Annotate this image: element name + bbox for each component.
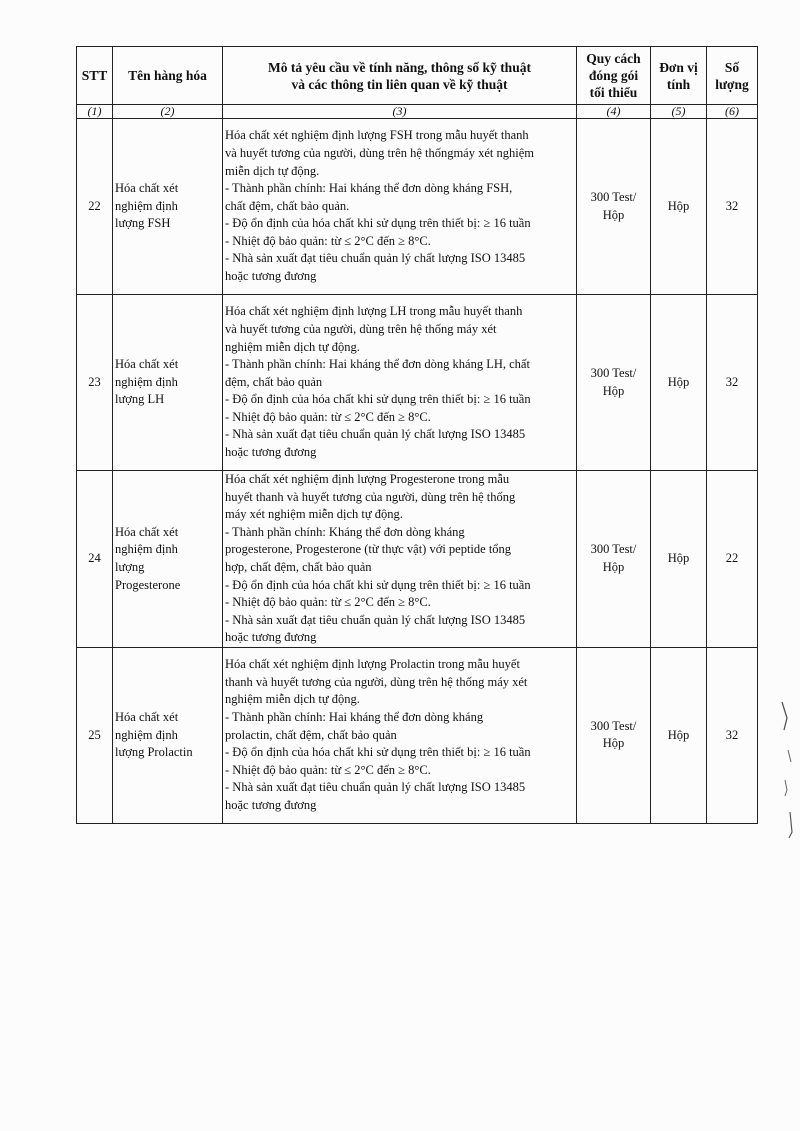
row-stt: 25 [77, 647, 113, 823]
description-line: - Thành phần chính: Hai kháng thể đơn dòng kháng FSH, [225, 181, 513, 196]
header-unit-line: Đơn vị [659, 59, 698, 75]
description-line: - Nhiệt độ bảo quản: từ ≤ 2°C đến ≥ 8°C. [225, 233, 431, 248]
column-number: (3) [223, 105, 577, 119]
description-line: - Nhiệt độ bảo quản: từ ≤ 2°C đến ≥ 8°C. [225, 595, 431, 610]
description-line: miễn dịch tự động. [225, 163, 320, 178]
packing-line: Hộp [602, 559, 625, 574]
row-quantity: 32 [707, 647, 758, 823]
description-line: - Độ ổn định của hóa chất khi sử dụng trên thiết bị: ≥ 16 tuần [225, 745, 531, 760]
description-line: chất đệm, chất bảo quản. [225, 198, 350, 213]
row-packing [577, 295, 651, 471]
description-line: huyết thanh và huyết tương của người, dùng trên hệ thống [225, 489, 516, 504]
header-quantity-line: lượng [715, 76, 749, 92]
column-number: (1) [77, 105, 113, 119]
column-number: (4) [577, 105, 651, 119]
description-line: đệm, chất bảo quản [225, 374, 323, 389]
description-line: - Nhà sản xuất đạt tiêu chuẩn quản lý chất lượng ISO 13485 [225, 612, 526, 627]
row-packing [577, 647, 651, 823]
margin-pen-mark-icon [770, 700, 794, 840]
description-line: hoặc tương đương [225, 798, 317, 813]
row-quantity: 32 [707, 295, 758, 471]
header-description-line: Mô tả yêu cầu về tính năng, thông số kỹ thuật [268, 59, 531, 75]
packing-line: Hộp [602, 383, 625, 398]
description-line: - Nhiệt độ bảo quản: từ ≤ 2°C đến ≥ 8°C. [225, 762, 431, 777]
product-name-line: nghiệm định [115, 198, 178, 213]
header-packing-line: Quy cách [586, 51, 641, 66]
description-line: và huyết tương của người, dùng trên hệ thống máy xét [225, 321, 497, 336]
column-number: (2) [113, 105, 223, 119]
description-line: hợp, chất đệm, chất bảo quản [225, 559, 372, 574]
column-number-row [77, 105, 758, 119]
description-line: - Nhà sản xuất đạt tiêu chuẩn quản lý chất lượng ISO 13485 [225, 251, 526, 266]
row-description [223, 295, 577, 471]
packing-line: 300 Test/ [590, 718, 637, 733]
header-unit [651, 47, 707, 105]
product-name-line: nghiệm định [115, 727, 178, 742]
row-unit: Hộp [651, 647, 707, 823]
description-line: progesterone, Progesterone (từ thực vật) với peptide tổng [225, 542, 512, 557]
product-name-line: nghiệm định [115, 374, 178, 389]
header-description [223, 47, 577, 105]
description-line: hoặc tương đương [225, 445, 317, 460]
description-line: Hóa chất xét nghiệm định lượng LH trong mẫu huyết thanh [225, 304, 523, 319]
product-name-line: Hóa chất xét [115, 357, 179, 372]
packing-line: 300 Test/ [590, 189, 637, 204]
product-name-line: Hóa chất xét [115, 181, 179, 196]
row-product-name [113, 295, 223, 471]
row-stt: 22 [77, 119, 113, 295]
row-unit: Hộp [651, 119, 707, 295]
packing-line: 300 Test/ [590, 365, 637, 380]
description-line: Hóa chất xét nghiệm định lượng Prolactin trong mẫu huyết [225, 657, 520, 672]
header-row [77, 47, 758, 105]
header-packing-line: tối thiểu [589, 85, 638, 100]
description-line: - Độ ổn định của hóa chất khi sử dụng trên thiết bị: ≥ 16 tuần [225, 216, 531, 231]
packing-line: 300 Test/ [590, 542, 637, 557]
header-description-line: và các thông tin liên quan về kỹ thuật [291, 76, 508, 92]
product-name-line: Hóa chất xét [115, 710, 179, 725]
spec-table [76, 46, 758, 824]
description-line: - Thành phần chính: Kháng thể đơn dòng kháng [225, 524, 465, 539]
table-row [77, 471, 758, 648]
header-quantity-line: Số [724, 59, 740, 75]
column-number: (5) [651, 105, 707, 119]
description-line: - Độ ổn định của hóa chất khi sử dụng trên thiết bị: ≥ 16 tuần [225, 392, 531, 407]
description-line: - Thành phần chính: Hai kháng thể đơn dòng kháng [225, 710, 484, 725]
product-name-line: Hóa chất xét [115, 524, 179, 539]
row-unit: Hộp [651, 295, 707, 471]
row-description [223, 119, 577, 295]
description-line: - Thành phần chính: Hai kháng thể đơn dòng kháng LH, chất [225, 357, 530, 372]
row-packing [577, 471, 651, 648]
description-line: Hóa chất xét nghiệm định lượng FSH trong mẫu huyết thanh [225, 128, 529, 143]
table-row [77, 119, 758, 295]
description-line: máy xét nghiệm miễn dịch tự động. [225, 507, 403, 522]
packing-line: Hộp [602, 207, 625, 222]
header-packing [577, 47, 651, 105]
column-number: (6) [707, 105, 758, 119]
row-product-name [113, 471, 223, 648]
description-line: Hóa chất xét nghiệm định lượng Progesterone trong mẫu [225, 472, 510, 486]
row-unit: Hộp [651, 471, 707, 648]
row-product-name [113, 119, 223, 295]
description-line: hoặc tương đương [225, 269, 317, 284]
row-packing [577, 119, 651, 295]
product-name-line: Progesterone [115, 577, 181, 592]
header-stt: STT [77, 47, 113, 105]
row-quantity: 22 [707, 471, 758, 648]
description-line: - Nhiệt độ bảo quản: từ ≤ 2°C đến ≥ 8°C. [225, 409, 431, 424]
description-line: thanh và huyết tương của người, dùng trên hệ thống máy xét [225, 674, 528, 689]
product-name-line: lượng LH [115, 392, 165, 407]
header-unit-line: tính [666, 76, 691, 92]
header-name: Tên hàng hóa [113, 47, 223, 105]
row-stt: 24 [77, 471, 113, 648]
description-line: - Nhà sản xuất đạt tiêu chuẩn quản lý chất lượng ISO 13485 [225, 780, 526, 795]
description-line: nghiệm miễn dịch tự động. [225, 339, 360, 354]
description-line: hoặc tương đương [225, 630, 317, 645]
description-line: prolactin, chất đệm, chất bảo quản [225, 727, 397, 742]
row-description [223, 647, 577, 823]
product-name-line: lượng FSH [115, 216, 171, 231]
row-description [223, 471, 577, 648]
packing-line: Hộp [602, 736, 625, 751]
product-name-line: nghiệm định [115, 542, 178, 557]
description-line: - Độ ổn định của hóa chất khi sử dụng trên thiết bị: ≥ 16 tuần [225, 577, 531, 592]
table-row [77, 295, 758, 471]
product-name-line: lượng Prolactin [115, 745, 193, 760]
table-row [77, 647, 758, 823]
description-line: và huyết tương của người, dùng trên hệ thốngmáy xét nghiệm [225, 145, 534, 160]
product-name-line: lượng [115, 559, 145, 574]
row-stt: 23 [77, 295, 113, 471]
row-quantity: 32 [707, 119, 758, 295]
header-packing-line: đóng gói [588, 68, 639, 83]
description-line: nghiệm miễn dịch tự động. [225, 692, 360, 707]
row-product-name [113, 647, 223, 823]
header-quantity [707, 47, 758, 105]
description-line: - Nhà sản xuất đạt tiêu chuẩn quản lý chất lượng ISO 13485 [225, 427, 526, 442]
